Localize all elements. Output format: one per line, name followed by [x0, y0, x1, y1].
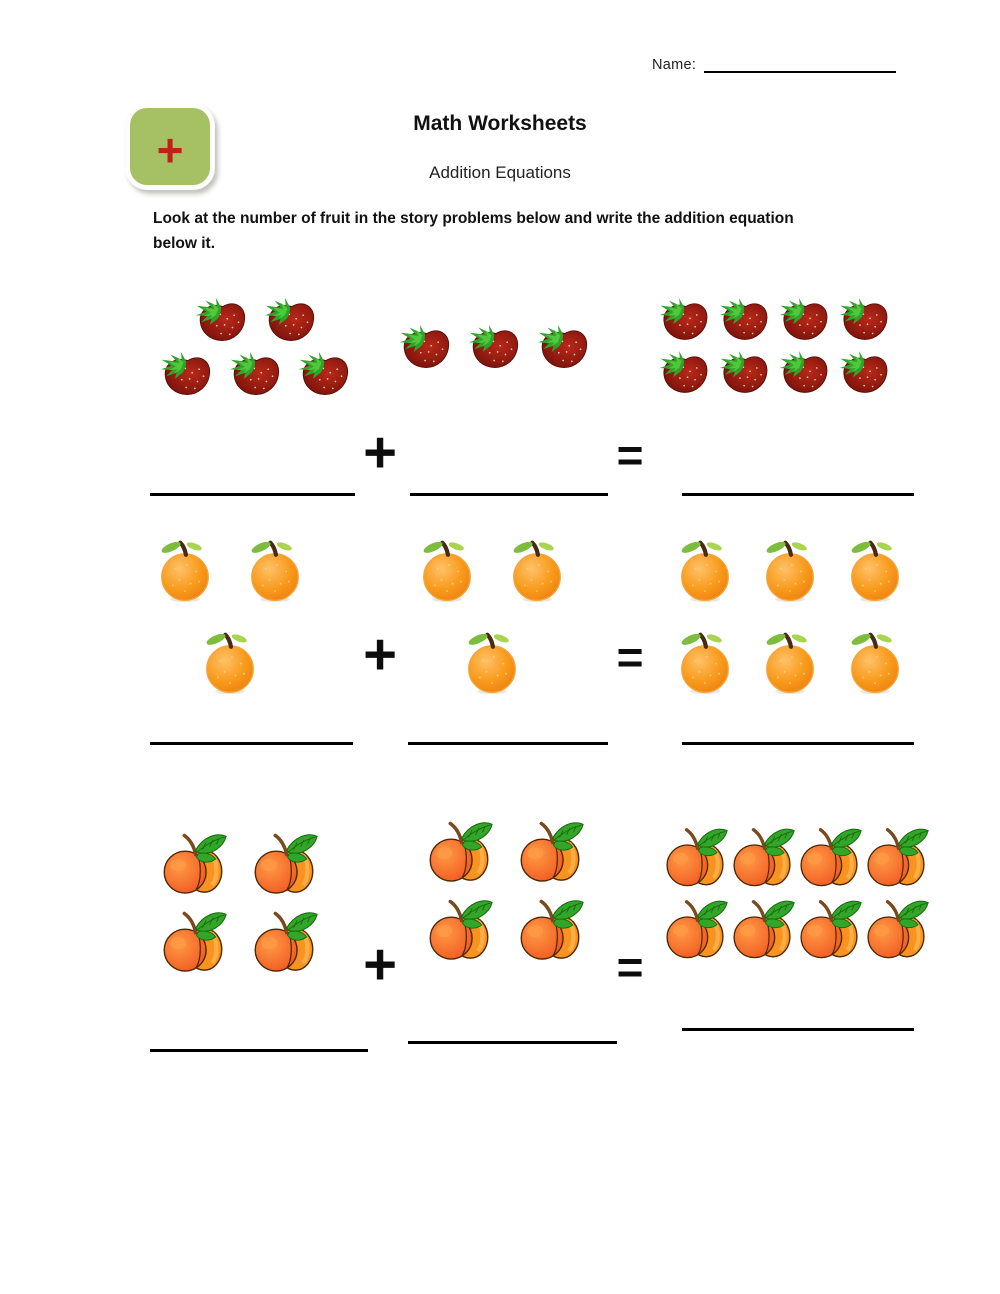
peach-icon: [863, 823, 929, 889]
strawberry-icon: [658, 350, 712, 396]
peach-icon: [159, 829, 227, 896]
peach-icon: [425, 895, 493, 962]
strawberry-icon: [536, 324, 592, 371]
strawberry-icon: [778, 297, 832, 343]
answer-line-addend2: [410, 493, 608, 496]
peach-icon: [796, 823, 862, 889]
page-subtitle: Addition Equations: [429, 163, 571, 182]
answer-line-addend1: [150, 493, 355, 496]
fruit-row: [159, 907, 318, 974]
fruit-group-addend2: [406, 532, 578, 702]
orange-icon: [764, 538, 816, 605]
strawberry-icon: [297, 351, 353, 398]
fruit-group-addend1: [146, 532, 314, 702]
strawberry-icon: [159, 351, 215, 398]
fruit-row: [159, 351, 353, 398]
fruit-row: [679, 630, 901, 697]
name-blank-line: [704, 54, 896, 73]
equals-operator: =: [616, 429, 644, 481]
fruit-row: [194, 297, 319, 344]
fruit-group-addend1: [148, 290, 364, 404]
fruit-group-sum: [652, 288, 898, 404]
instructions-line-1: Look at the number of fruit in the story problems below and write the addition equation: [153, 210, 794, 227]
orange-icon: [849, 538, 901, 605]
fruit-row: [679, 538, 901, 605]
name-block: [652, 54, 896, 73]
answer-line-sum: [682, 742, 914, 745]
strawberry-icon: [718, 297, 772, 343]
fruit-row: [425, 895, 584, 962]
orange-icon: [679, 538, 731, 605]
orange-icon: [466, 630, 518, 697]
fruit-row: [466, 630, 518, 697]
answer-line-sum: [682, 493, 914, 496]
peach-icon: [250, 829, 318, 896]
strawberry-icon: [658, 297, 712, 343]
orange-icon: [421, 538, 473, 605]
fruit-row: [425, 817, 584, 884]
fruit-row: [159, 538, 301, 605]
fruit-group-addend2: [412, 808, 596, 970]
strawberry-icon: [228, 351, 284, 398]
peach-icon: [250, 907, 318, 974]
plus-icon: +: [156, 123, 184, 176]
strawberry-icon: [838, 350, 892, 396]
answer-line-addend1: [150, 742, 353, 745]
fruit-row: [662, 895, 929, 961]
peach-icon: [159, 907, 227, 974]
peach-icon: [729, 823, 795, 889]
orange-icon: [511, 538, 563, 605]
fruit-row: [658, 297, 892, 343]
fruit-group-sum: [666, 532, 914, 702]
fruit-row: [662, 823, 929, 889]
fruit-group-addend1: [146, 812, 330, 990]
name-label: Name:: [652, 57, 697, 73]
fruit-row: [159, 829, 318, 896]
equals-operator: =: [616, 941, 644, 993]
plus-operator: +: [363, 420, 397, 485]
plus-operator: +: [363, 932, 397, 997]
peach-icon: [425, 817, 493, 884]
orange-icon: [764, 630, 816, 697]
peach-icon: [729, 895, 795, 961]
strawberry-icon: [778, 350, 832, 396]
fruit-row: [398, 324, 592, 371]
answer-line-sum: [682, 1028, 914, 1031]
orange-icon: [679, 630, 731, 697]
fruit-group-sum: [652, 808, 938, 976]
strawberry-icon: [263, 297, 319, 344]
peach-icon: [516, 895, 584, 962]
fruit-row: [658, 350, 892, 396]
orange-icon: [204, 630, 256, 697]
answer-line-addend1: [150, 1049, 368, 1052]
peach-icon: [662, 895, 728, 961]
strawberry-icon: [467, 324, 523, 371]
answer-line-addend2: [408, 1041, 617, 1044]
orange-icon: [249, 538, 301, 605]
peach-icon: [662, 823, 728, 889]
strawberry-icon: [838, 297, 892, 343]
fruit-row: [421, 538, 563, 605]
strawberry-icon: [718, 350, 772, 396]
strawberry-icon: [398, 324, 454, 371]
fruit-group-addend2: [404, 290, 586, 404]
strawberry-icon: [194, 297, 250, 344]
orange-icon: [849, 630, 901, 697]
peach-icon: [516, 817, 584, 884]
orange-icon: [159, 538, 211, 605]
equals-operator: =: [616, 631, 644, 683]
peach-icon: [796, 895, 862, 961]
peach-icon: [863, 895, 929, 961]
instructions-line-2: below it.: [153, 235, 215, 252]
instructions: [153, 206, 853, 256]
answer-line-addend2: [408, 742, 608, 745]
fruit-row: [204, 630, 256, 697]
page-title: Math Worksheets: [413, 112, 587, 135]
plus-operator: +: [363, 622, 397, 687]
